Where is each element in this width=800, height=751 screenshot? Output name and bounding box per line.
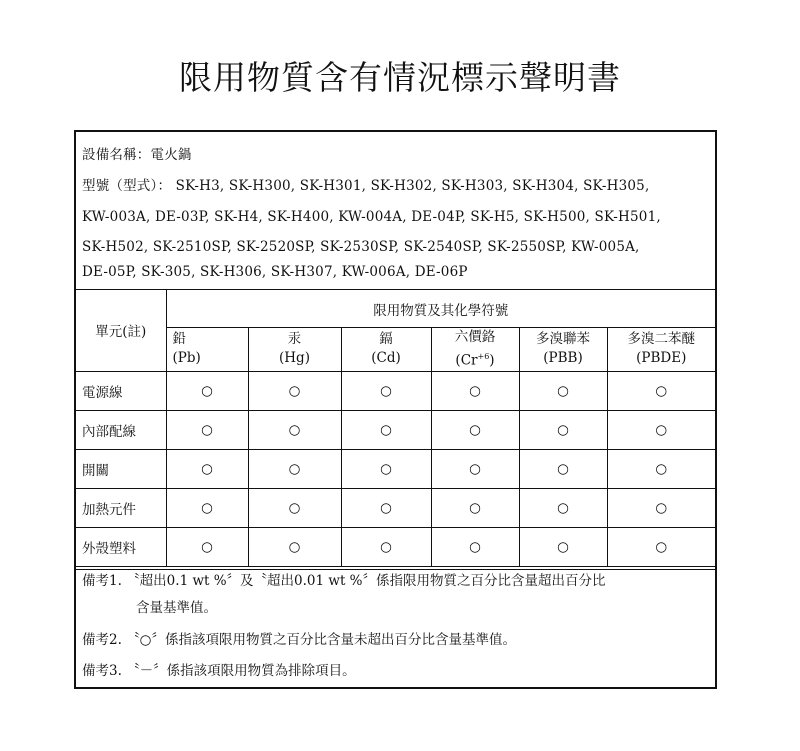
note-1: [82, 572, 606, 590]
mark-cell: ○: [431, 488, 519, 527]
substance-name: 鎘: [379, 331, 393, 348]
table-row: [76, 371, 715, 410]
document-title: 限用物質含有情況標示聲明書: [179, 58, 621, 97]
mark-cell: ○: [248, 527, 341, 566]
unit-header: 單元(註): [76, 290, 166, 372]
mark-cell: ○: [607, 449, 715, 488]
table-row: [76, 449, 715, 488]
mark-cell: ○: [519, 527, 607, 566]
mark-cell: ○: [248, 410, 341, 449]
mark-cell: ○: [341, 371, 431, 410]
unit-cell: 外殼塑料: [76, 527, 166, 566]
substance-symbol: (Cr: [455, 352, 478, 369]
mark-cell: ○: [166, 371, 248, 410]
device-value: 電火鍋: [150, 147, 192, 163]
note-2: [82, 631, 516, 649]
table-row: [76, 488, 715, 527]
unit-cell: 內部配線: [76, 410, 166, 449]
mark-cell: ○: [166, 410, 248, 449]
mark-cell: ○: [341, 488, 431, 527]
substance-table: [76, 289, 715, 567]
mark-cell: ○: [248, 449, 341, 488]
mark-cell: ○: [607, 410, 715, 449]
mark-cell: ○: [607, 371, 715, 410]
declaration-frame: [74, 130, 717, 689]
model-text: SK-H3, SK-H300, SK-H301, SK-H302, SK-H303, SK-H304, SK-H305,: [175, 178, 650, 194]
substance-name: 多溴二苯醚: [627, 331, 696, 348]
substance-symbol-close: ): [489, 352, 495, 369]
substance-header-pbde: [607, 328, 715, 372]
substance-name: 六價鉻: [454, 329, 496, 345]
substance-group-header: 限用物質及其化學符號: [166, 290, 715, 328]
mark-cell: ○: [431, 371, 519, 410]
substance-header-cr6: [431, 328, 519, 372]
table-row: [76, 527, 715, 566]
unit-cell: 開關: [76, 449, 166, 488]
mark-cell: ○: [166, 449, 248, 488]
substance-header-pbb: [519, 328, 607, 372]
mark-cell: ○: [341, 527, 431, 566]
substance-name: 汞: [287, 331, 302, 348]
mark-cell: ○: [166, 488, 248, 527]
model-line-4: DE-05P, SK-305, SK-H306, SK-H307, KW-006A, DE-06P: [82, 264, 468, 280]
model-line-3: SK-H502, SK-2510SP, SK-2520SP, SK-2530SP, SK-2540SP, SK-2550SP, KW-005A,: [82, 239, 640, 255]
mark-cell: ○: [341, 449, 431, 488]
notes-divider: [76, 569, 715, 570]
model-line-2: KW-003A, DE-03P, SK-H4, SK-H400, KW-004A, DE-04P, SK-H5, SK-H500, SK-H501,: [82, 209, 661, 225]
substance-header-hg: [248, 328, 341, 372]
note-text: 〝○〞係指該項限用物質之百分比含量未超出百分比含量基準值。: [126, 632, 516, 648]
note-label: 備考3.: [82, 663, 122, 679]
substance-header-cd: [341, 328, 431, 372]
note-text: 〝超出0.1 wt %〞及〝超出0.01 wt %〞係指限用物質之百分比含量超出百分比: [126, 573, 606, 589]
substance-symbol: (Hg): [279, 350, 310, 367]
substance-symbol: (PBDE): [636, 350, 687, 367]
substance-superscript: +6: [477, 352, 490, 361]
substance-symbol: (Pb): [172, 350, 201, 367]
mark-cell: ○: [519, 488, 607, 527]
substance-symbol: (PBB): [543, 350, 583, 367]
substance-name: 鉛: [172, 331, 186, 348]
note-text: 〝－〞係指該項限用物質為排除項目。: [126, 663, 356, 679]
mark-cell: ○: [431, 449, 519, 488]
note-label: 備考1.: [82, 573, 122, 589]
mark-cell: ○: [519, 410, 607, 449]
table-row: [76, 410, 715, 449]
mark-cell: ○: [607, 527, 715, 566]
substance-symbol: (Cd): [371, 350, 401, 367]
model-line-1: [82, 177, 649, 195]
mark-cell: ○: [519, 449, 607, 488]
unit-cell: 電源線: [76, 371, 166, 410]
note-1-continuation: 含量基準值。: [136, 600, 217, 616]
mark-cell: ○: [248, 371, 341, 410]
device-name-line: [82, 146, 192, 164]
note-3: [82, 662, 356, 680]
mark-cell: ○: [519, 371, 607, 410]
mark-cell: ○: [431, 527, 519, 566]
substance-header-pb: [166, 328, 248, 372]
mark-cell: ○: [341, 410, 431, 449]
mark-cell: ○: [431, 410, 519, 449]
unit-cell: 加熱元件: [76, 488, 166, 527]
mark-cell: ○: [607, 488, 715, 527]
mark-cell: ○: [166, 527, 248, 566]
mark-cell: ○: [248, 488, 341, 527]
device-label: 設備名稱：: [82, 147, 151, 163]
substance-name: 多溴聯苯: [536, 331, 590, 348]
note-label: 備考2.: [82, 632, 122, 648]
model-label: 型號（型式）：: [82, 178, 172, 194]
